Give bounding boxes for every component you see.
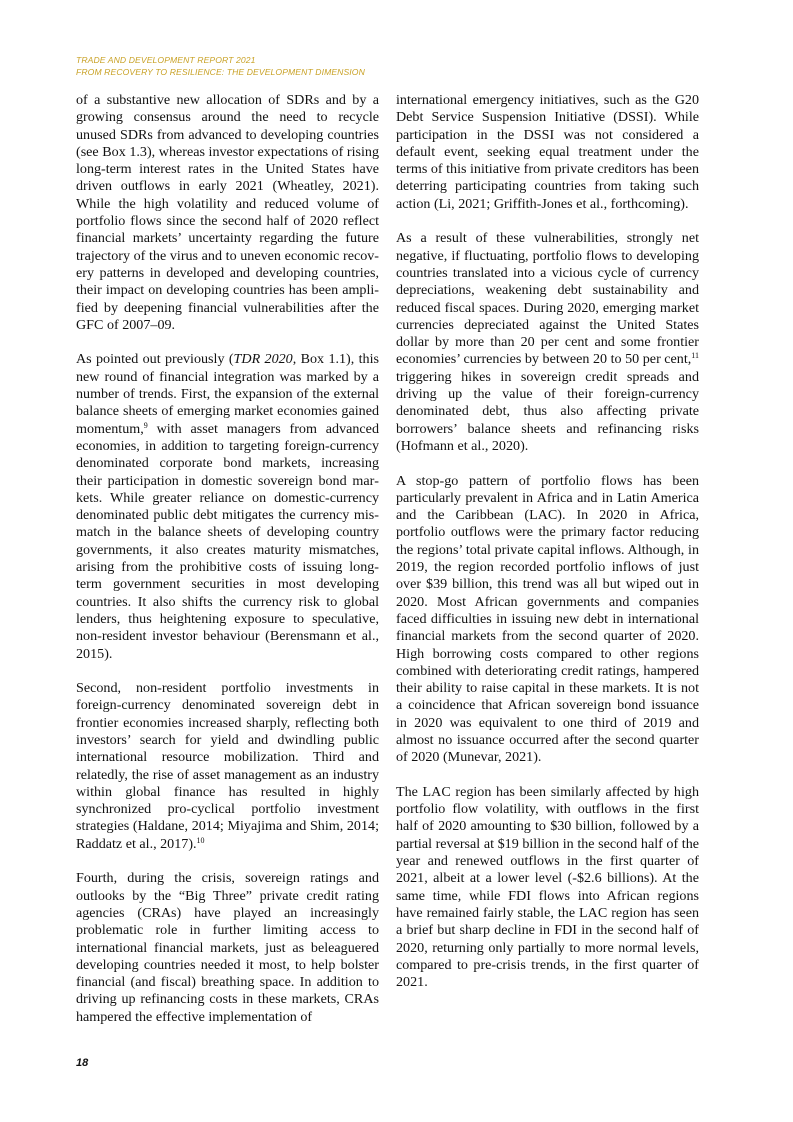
report-title: TRADE AND DEVELOPMENT REPORT 2021: [76, 55, 256, 65]
running-header: [76, 54, 365, 78]
paragraph-dssi: international emergency initiatives, such as the G20 Debt Service Suspension Initiative (DSSI). While participation in the DSSI was not considered a default event, seeking equal treatment under the terms of this initiative from private creditors has been deterring participating countries from taking such action (Li, 2021; Griffith-Jones et al., forthcoming).: [396, 92, 699, 212]
left-column: [76, 92, 379, 1026]
footnote-ref-9[interactable]: 9: [143, 420, 148, 430]
paragraph-non-resident-investments: Second, non-resident portfolio investments in foreign-currency denominated sovereign debt in frontier economies increased sharply, reflecting both investors’ search for yield and dwindling public international resource mobilization. Third and relatedly, the rise of asset management as an industry within global finance has resulted in highly synchronized pro-cyclical portfolio investment strategies (Haldane, 2014; Miyajima and Shim, 2014; Raddatz et al., 2017).$^{10}$: [76, 680, 379, 852]
paragraph-lac-region: The LAC region has been similarly affected by high portfolio flow volatility, with outflows in the first half of 2020 amounting to $30 billion, followed by a partial reversal at $19 billion in the second half of the year and renewed outflows in the first quarter of 2021, albeit at a lower level (-$2.6 billions). At the same time, while FDI flows into African regions have remained fairly stable, the LAC region has seen a brief but sharp decline in FDI in the second half of 2020, returning only partially to more normal levels, compared to pre-crisis trends, in the first quarter of 2021.: [396, 783, 699, 991]
paragraph-sdr-allocation: of a substantive new allocation of SDRs and by a growing consensus around the need to recycle unused SDRs from advanced to developing countries (see Box 1.3), whereas investor expectations of rising long-term interest rates in the United States have driven outflows in early 2021 (Wheatley, 2021). While the high volatility and reduced volume of portfolio flows since the second half of 2020 reflect financial markets’ uncertainty regarding the future trajectory of the virus and to uneven economic recovery patterns in developed and developing countries, their impact on developing countries has been amplified by deepening financial vulnerabilities after the GFC of 2007–09.: [76, 92, 379, 333]
paragraph-currency-depreciation: As a result of these vulnerabilities, strongly net negative, if fluctuating, portfolio flows to developing countries translated into a vicious cycle of currency depreciations, weakening debt sustainability and reduced fiscal spaces. During 2020, emerging market currencies depreciated against the United States dollar by more than 20 per cent and some frontier economies’ currencies by between 20 to 50 per cent,$^{11}$ triggering hikes in sovereign credit spreads and driving up the value of their foreign-currency denominated debt, thus also affecting private borrowers’ balance sheets and refinancing risks (Hofmann et al., 2020).: [396, 230, 699, 454]
footnote-ref-11[interactable]: 11: [691, 351, 699, 361]
right-column: [396, 92, 699, 991]
tdr-2020-reference: TDR 2020: [233, 351, 293, 368]
paragraph-africa-portfolio-flows: A stop-go pattern of portfolio flows has been particularly prevalent in Africa and in Latin America and the Caribbean (LAC). In 2020 in Africa, portfolio outflows were the primary factor reducing the regions’ total private capital inflows. Although, in 2019, the region recorded portfolio inflows of just over $39 billion, this trend was all but wiped out in 2020. Most African governments and companies faced difficulties in issuing new debt in international financial markets from the second quarter of 2020. High borrowing costs compared to other regions combined with deteriorating credit ratings, hampered their ability to raise capital in these markets. It is not a coincidence that African sovereign bond issuance in 2020 was equivalent to one third of 2019 and almost no issuance occurred after the second quarter of 2020 (Munevar, 2021).: [396, 472, 699, 766]
report-subtitle: FROM RECOVERY TO RESILIENCE: THE DEVELOPMENT DIMENSION: [76, 67, 365, 77]
paragraph-financial-integration-trends: As pointed out previously (TDR 2020, Box 1.1), this new round of financial integration was marked by a number of trends. First, the expansion of the external balance sheets of emerging market economies gained momentum,$^9$ with asset managers from advanced economies, in addition to targeting foreign-currency denominated corporate bond markets, increasing their participation in domestic sovereign bond markets. While greater reliance on domestic-currency denominated public debt mitigates the currency mismatch in the balance sheets of developing country governments, it also creates maturity mismatches, arising from the prohibitive costs of issuing long-term government securities in most developing countries. It also shifts the currency risk to global lenders, thus heightening exposure to speculative, non-resident investor behaviour (Berensmann et al., 2015).: [76, 351, 379, 662]
footnote-ref-10[interactable]: 10: [196, 835, 205, 845]
paragraph-credit-rating-agencies: Fourth, during the crisis, sovereign ratings and outlooks by the “Big Three” private credit rating agencies (CRAs) have played an increasingly problematic role in further limiting access to international financial markets, just as beleaguered developing countries needed it most, to help bolster financial (and fiscal) breathing space. In addition to driving up refinancing costs in these markets, CRAs hampered the effective implementation of: [76, 870, 379, 1025]
page-number: 18: [76, 1057, 89, 1069]
